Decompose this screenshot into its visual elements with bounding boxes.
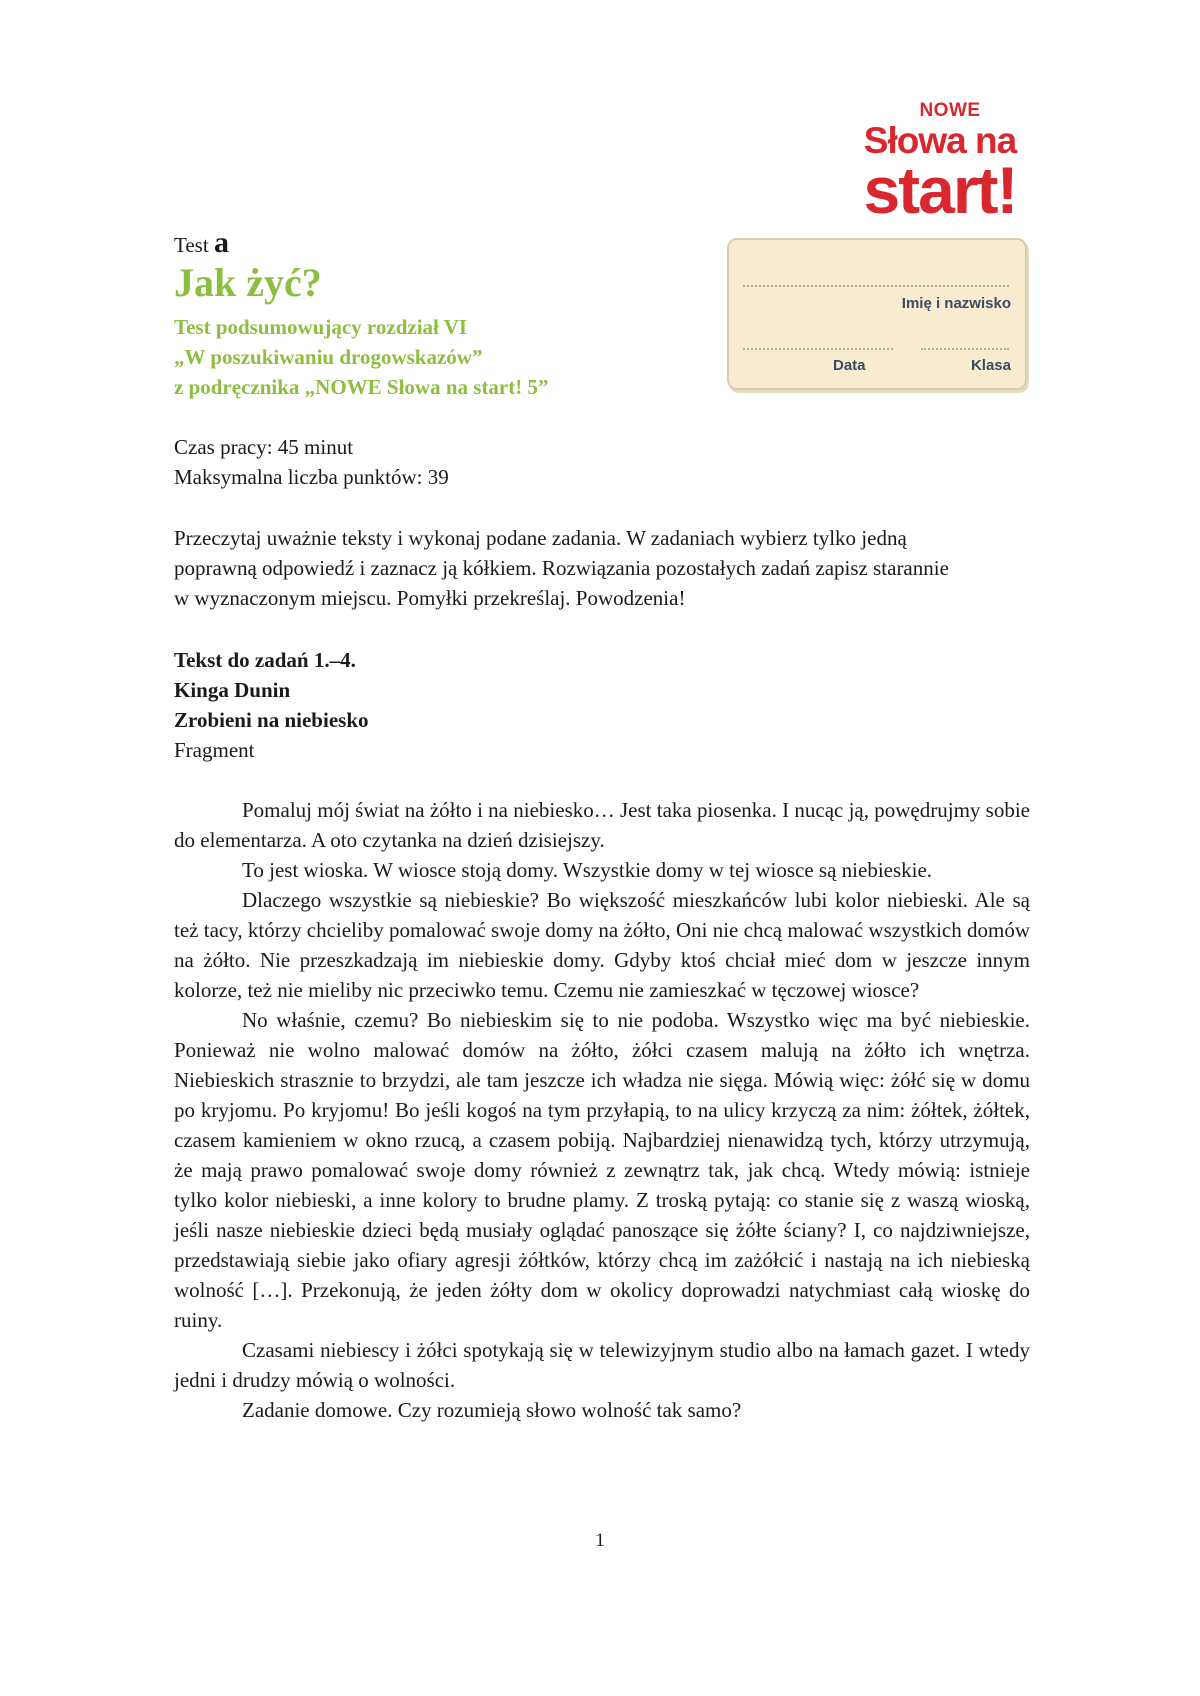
subtitle-line: z podręcznika „NOWE Słowa na start! 5”: [174, 375, 549, 399]
publisher-logo: [850, 100, 1030, 227]
test-meta: [174, 432, 449, 492]
instruction-line: Przeczytaj uważnie teksty i wykonaj podane zadania. W zadaniach wybierz tylko jedną: [174, 526, 907, 550]
name-line[interactable]: [743, 285, 1009, 287]
logo-line-slowa: Słowa na: [863, 120, 1017, 161]
date-line[interactable]: [743, 348, 893, 350]
max-points: Maksymalna liczba punktów: 39: [174, 465, 449, 489]
paragraph: Pomaluj mój świat na żółto i na niebiesko… Jest taka piosenka. I nucąc ją, powędrujmy sobie do elementarza. A oto czytanka na dzień dzisiejszy.: [174, 798, 1030, 852]
text-author: Kinga Dunin: [174, 678, 291, 702]
test-prefix: Test: [174, 233, 209, 257]
tasks-heading: Tekst do zadań 1.–4.: [174, 648, 356, 672]
text-info: [174, 645, 369, 765]
logo-line-nowe: NOWE: [919, 100, 981, 121]
class-label: Klasa: [970, 357, 1011, 374]
test-variant: a: [213, 226, 229, 259]
instruction-line: poprawną odpowiedź i zaznacz ją kółkiem. Rozwiązania pozostałych zadań zapisz starannie: [174, 556, 949, 580]
paragraph: Dlaczego wszystkie są niebieskie? Bo większość mieszkańców lubi kolor niebieski. Ale są też tacy, którzy chcieliby pomalować swoje domy na żółto, Oni nie chcą malować wszystkich domów na żółto. Nie przeszkadzają im niebieskie domy. Gdyby ktoś chciał mieć dom w jeszcze innym kolorze, też nie mieliby nic przeciwko temu. Czemu nie zamieszkać w tęczowej wiosce?: [174, 888, 1030, 1002]
logo-line-start: start!: [863, 153, 1017, 227]
text-title: Zrobieni na niebiesko: [174, 708, 369, 732]
page-title: Jak żyć?: [174, 260, 322, 305]
date-label: Data: [833, 357, 866, 374]
test-label: [174, 226, 229, 260]
paragraph: Czasami niebiescy i żółci spotykają się w telewizyjnym studio albo na łamach gazet. I wtedy jedni i drudzy mówią o wolności.: [174, 1338, 1030, 1392]
class-line[interactable]: [921, 348, 1009, 350]
reading-text: [174, 795, 1030, 1425]
subtitle: [174, 312, 549, 402]
instructions: [174, 523, 1034, 613]
name-label: Imię i nazwisko: [901, 295, 1011, 312]
paragraph: No właśnie, czemu? Bo niebieskim się to nie podoba. Wszystko więc ma być niebieskie. Ponieważ nie wolno malować domów na żółto, żółci czasem malują na żółto ich wnętrza. Niebieskich strasznie to brzydzi, ale tam jeszcze ich władza nie sięga. Mówią więc: żółć się w domu po kryjomu. Po kryjomu! Bo jeśli kogoś na tym przyłapią, to na ulicy krzyczą za nim: żółtek, żółtek, czasem kamieniem w okno rzucą, a czasem pobiją. Najbardziej nienawidzą tych, którzy utrzymują, że mają prawo pomalować swoje domy również z zewnątrz tak, jak chcą. Wtedy mówią: istnieje tylko kolor niebieski, a inne kolory to brudne plamy. Z troską pytają: co stanie się z waszą wioską, jeśli nasze niebieskie dzieci będą musiały oglądać panoszące się żółte ściany? I, co najdziwniejsze, przedstawiają siebie jako ofiary agresji żółtków, którzy chcą im zażółcić i nastają na ich niebieską wolność […]. Przekonują, że jeden żółty dom w okolicy doprowadzi natychmiast całą wioskę do ruiny.: [174, 1008, 1030, 1332]
work-time: Czas pracy: 45 minut: [174, 435, 354, 459]
subtitle-line: Test podsumowujący rozdział VI: [174, 315, 468, 339]
subtitle-line: „W poszukiwaniu drogowskazów”: [174, 345, 483, 369]
instruction-line: w wyznaczonym miejscu. Pomyłki przekreślaj. Powodzenia!: [174, 586, 686, 610]
student-info-box: [727, 238, 1027, 390]
page-number: 1: [595, 1530, 605, 1551]
paragraph: Zadanie domowe. Czy rozumieją słowo wolność tak samo?: [242, 1398, 742, 1422]
text-kind: Fragment: [174, 738, 255, 762]
paragraph: To jest wioska. W wiosce stoją domy. Wszystkie domy w tej wiosce są niebieskie.: [242, 858, 933, 882]
